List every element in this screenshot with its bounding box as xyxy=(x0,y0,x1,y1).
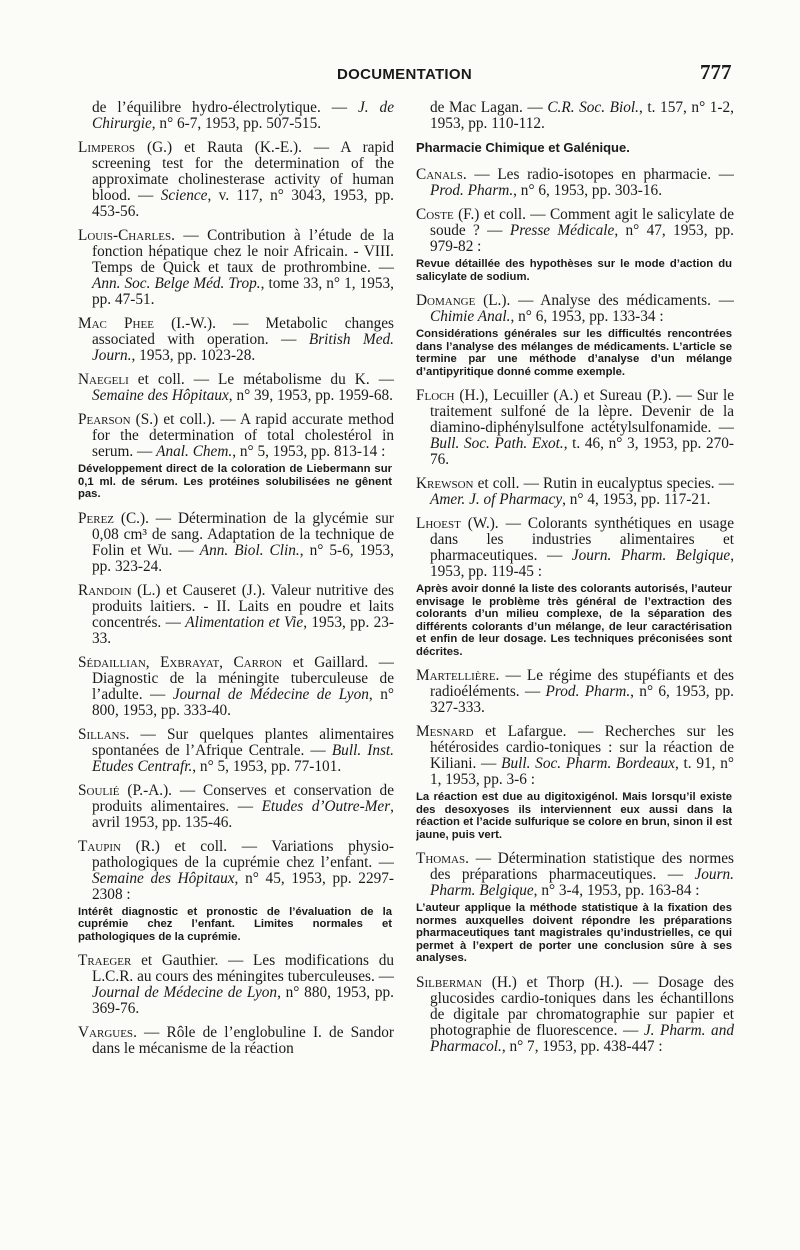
entry-author: Perez xyxy=(78,509,115,527)
entry-details: , t. 46, n° 3, 1953, pp. 270-76. xyxy=(430,435,734,468)
entry-text: et coll. — Le métabolisme du K. — xyxy=(128,371,394,388)
entry-author: Martellière xyxy=(416,667,496,684)
entry-source: Journ. Pharm. Belgique xyxy=(571,547,731,564)
entry-text: . — Sur quelques plantes alimentaires spontanées de l’Afrique Centrale. — xyxy=(92,725,394,759)
page-number: 777 xyxy=(700,60,732,84)
entry-text: . — Les radio-isotopes en pharmacie. — xyxy=(462,166,734,183)
entry-details: , n° 5, 1953, pp. 77-101. xyxy=(192,757,342,775)
entry-text: . — Rôle de l’englobuline I. de Sandor dans le mécanisme de la réaction xyxy=(92,1024,394,1057)
entry-text: . — Le régime des stupéfiants et des radioéléments. — xyxy=(430,667,734,700)
entry-author: Floch xyxy=(416,387,455,404)
bibliography-entry xyxy=(78,412,394,460)
bibliography-entry xyxy=(78,839,394,903)
entry-author: Silberman xyxy=(416,973,482,991)
entry-details: , n° 47, 1953, pp. 979-82 : xyxy=(430,222,734,255)
entry-details: , v. 117, n° 3043, 1953, pp. 453-56. xyxy=(92,187,394,220)
entry-source: Ann. Soc. Belge Méd. Trop. xyxy=(92,275,261,292)
entry-source: Amer. J. of Pharmacy xyxy=(430,491,563,508)
entry-text: (S.) et coll.). — A rapid accurate method for the determination of total cholestérol in serum. — xyxy=(92,411,394,460)
bibliography-entry xyxy=(78,783,394,831)
entry-author: Louis-Charles xyxy=(78,227,172,244)
bibliography-entry xyxy=(78,583,394,647)
entry-source: Alimentation et Vie xyxy=(185,613,304,631)
section-heading: Pharmacie Chimique et Galénique. xyxy=(416,140,630,155)
bibliography-entry xyxy=(78,1025,394,1057)
entry-details: , t. 157, n° 1-2, 1953, pp. 110-112. xyxy=(430,100,734,132)
entry-source: British Med. Journ. xyxy=(92,331,394,364)
entry-text: (F.) et coll. — Comment agit le salicylate de soude ? — xyxy=(430,206,734,239)
entry-details: , n° 6, 1953, pp. 303-16. xyxy=(513,182,663,199)
entry-text: (I.-W.). — Metabolic changes associated with operation. — xyxy=(92,315,394,348)
bibliography-entry xyxy=(416,476,734,508)
entry-summary: Développement direct de la coloration de Liebermann sur 0,1 ml. de sérum. Les protéines solubilisées ne gênent pas. xyxy=(78,463,392,500)
entry-text: (H.) et Thorp (H.). — Dosage des glucosides cardio-toniques dans les échantillons de digitale par chromatographie sur papier et photographie de fluorescence. — xyxy=(430,973,734,1039)
entry-summary: La réaction est due au digitoxigénol. Mais lorsqu’il existe des desoxyoses ils interviennent eux aussi dans la réaction et l’acide sulfurique se colore en brun, sinon il est jaune, puis vert. xyxy=(416,791,732,841)
entry-details: , n° 45, 1953, pp. 2297-2308 : xyxy=(92,869,394,903)
bibliography-entry xyxy=(416,668,734,716)
entry-source: Anal. Chem. xyxy=(156,443,233,460)
entry-source: Science xyxy=(160,187,208,204)
bibliography-entry xyxy=(78,655,394,719)
entry-source: Semaine des Hôpitaux xyxy=(92,869,235,887)
entry-author: Coste xyxy=(416,206,454,223)
bibliography-entry xyxy=(416,851,734,899)
entry-text: . — Détermination statistique des normes des préparations pharmaceutiques. — xyxy=(430,850,734,883)
entry-text: (H.), Lecuiller (A.) et Sureau (P.). — Sur le traitement sulfoné de la lèpre. Devenir de la diamino-diphénylsulfone actétylsulfonamide. — xyxy=(430,387,734,436)
entry-source: Presse Médicale xyxy=(509,222,615,239)
entry-text: . — Contribution à l’étude de la fonction hépatique chez le noir Africain. - VIII. Temps de Quick et taux de prothrombine. — xyxy=(92,227,394,276)
entry-details: , n° 6, 1953, pp. 133-34 : xyxy=(510,308,664,325)
entry-source: Ann. Biol. Clin. xyxy=(199,541,300,559)
entry-text: et Gaillard. — Diagnostic de la méningite tuberculeuse de l’adulte. — xyxy=(92,653,394,703)
entry-author: Thomas xyxy=(416,850,466,867)
bibliography-entry xyxy=(78,953,394,1017)
entry-author: Taupin xyxy=(78,837,121,855)
entry-source: Journ. Pharm. Belgique xyxy=(430,866,734,899)
bibliography-entry xyxy=(78,228,394,308)
entry-text: (L.) et Causeret (J.). Valeur nutritive des produits laitiers. - II. Laits en poudre et laits concentrés. — xyxy=(92,581,394,631)
entry-source: Bull. Soc. Path. Exot. xyxy=(430,435,564,452)
entry-source: Journal de Médecine de Lyon xyxy=(172,685,369,703)
entry-author: Mac Phee xyxy=(78,315,154,332)
entry-text: (L.). — Analyse des médicaments. — xyxy=(475,292,734,309)
entry-author: Limperos xyxy=(78,139,136,156)
entry-text: de l’équilibre hydro-électrolytique. — xyxy=(92,100,358,116)
entry-source: Bull. Inst. Etudes Centrafr. xyxy=(92,741,394,775)
bibliography-entry xyxy=(416,724,734,788)
bibliography-entry xyxy=(78,511,394,575)
entry-details: , n° 39, 1953, pp. 1959-68. xyxy=(228,387,393,404)
entry-details: , n° 880, 1953, pp. 369-76. xyxy=(92,984,394,1017)
bibliography-entry xyxy=(416,388,734,468)
entry-summary: Revue détaillée des hypothèses sur le mode d’action du salicylate de sodium. xyxy=(416,258,732,283)
bibliography-entry xyxy=(78,316,394,364)
entry-details: , n° 6, 1953, pp. 327-333. xyxy=(430,683,734,716)
entry-author: Krewson xyxy=(416,475,474,492)
bibliography-entry xyxy=(416,207,734,255)
entry-source: Prod. Pharm. xyxy=(430,182,514,199)
entry-text: (W.). — Colorants synthétiques en usage dans les industries alimentaires et pharmaceutiques. — xyxy=(430,515,734,564)
entry-details: , n° 3-4, 1953, pp. 163-84 : xyxy=(533,882,700,899)
entry-summary: Considérations générales sur les difficultés rencontrées dans l’analyse des mélanges de médicaments. L’article se termine par une méthode d’analyse d’un mélange d’antipyritique donné comme exemple. xyxy=(416,328,732,378)
entry-details: , n° 5-6, 1953, pp. 323-24. xyxy=(92,541,394,575)
entry-source: Semaine des Hôpitaux xyxy=(92,387,229,404)
bibliography-entry xyxy=(78,100,394,132)
entry-source: J. Pharm. and Pharmacol. xyxy=(430,1021,734,1055)
entry-source: Chimie Anal. xyxy=(430,308,511,325)
entry-text: (P.-A.). — Conserves et conservation de produits alimentaires. — xyxy=(92,781,394,815)
entry-author: Mesnard xyxy=(416,723,474,740)
entry-text: et Gauthier. — Les modifications du L.C.R. au cours des méningites tuberculeuses. — xyxy=(92,952,394,985)
running-title: DOCUMENTATION xyxy=(337,66,472,83)
entry-summary: Après avoir donné la liste des colorants autorisés, l’auteur envisage le problème très général de l’extraction des colorants d’un milieu complexe, de la séparation des différents colorants d’un mélange, de leur caractérisation et enfin de leur dosage. Les techniques préconisées sont décrites. xyxy=(416,583,732,658)
entry-source: Journal de Médecine de Lyon xyxy=(92,984,278,1001)
entry-author: Domange xyxy=(416,292,476,309)
bibliography-entry xyxy=(416,100,734,132)
entry-details: , avril 1953, pp. 135-46. xyxy=(92,797,394,831)
bibliography-entry xyxy=(78,727,394,775)
entry-author: Vargues xyxy=(78,1024,134,1041)
entry-details: , 1953, pp. 23-33. xyxy=(92,613,394,647)
entry-details: , 1953, pp. 1023-28. xyxy=(131,347,256,364)
entry-text: (C.). — Détermination de la glycémie sur 0,08 cm³ de sang. Adaptation de la technique de Folin et Wu. — xyxy=(92,509,394,559)
entry-author: Lhoest xyxy=(416,515,461,532)
bibliography-entry xyxy=(78,140,394,220)
entry-text: et coll. — Rutin in eucalyptus species. — xyxy=(473,475,734,492)
entry-author: Pearson xyxy=(78,411,131,428)
entry-summary: Intérêt diagnostic et pronostic de l’évaluation de la cuprémie chez l’enfant. Limites normales et pathologiques de la cuprémie. xyxy=(78,905,392,943)
entry-author: Sédaillian, Exbrayat, Carron xyxy=(78,653,283,671)
right-column xyxy=(416,100,734,1230)
entry-details: , n° 6-7, 1953, pp. 507-515. xyxy=(151,115,322,132)
entry-author: Canals xyxy=(416,166,463,183)
entry-source: Bull. Soc. Pharm. Bordeaux xyxy=(501,755,675,772)
entry-details: , n° 800, 1953, pp. 333-40. xyxy=(92,685,394,719)
bibliography-entry xyxy=(416,516,734,580)
entry-text: (G.) et Rauta (K.-E.). — A rapid screening test for the determination of the approximate cholinesterase activity of human blood. — xyxy=(92,139,394,204)
entry-text: (R.) et coll. — Variations physio-pathologiques de la cuprémie chez l’enfant. — xyxy=(92,837,394,871)
bibliography-entry xyxy=(416,167,734,199)
entry-details: , tome 33, n° 1, 1953, pp. 47-51. xyxy=(92,275,394,308)
entry-source: Etudes d’Outre-Mer xyxy=(261,797,391,815)
bibliography-entry xyxy=(416,975,734,1055)
entry-author: Randoin xyxy=(78,581,132,599)
entry-source: Prod. Pharm. xyxy=(545,683,631,700)
entry-details: , n° 7, 1953, pp. 438-447 : xyxy=(501,1037,663,1055)
entry-details: , t. 91, n° 1, 1953, pp. 3-6 : xyxy=(430,755,734,788)
entry-author: Traeger xyxy=(78,952,132,969)
entry-source: C.R. Soc. Biol. xyxy=(547,100,639,116)
page-header xyxy=(0,62,800,92)
entry-details: , 1953, pp. 119-45 : xyxy=(430,547,734,580)
entry-details: , n° 5, 1953, pp. 813-14 : xyxy=(232,443,386,460)
entry-author: Soulié xyxy=(78,781,120,799)
entry-text: et Lafargue. — Recherches sur les hétérosides cardio-toniques : sur la réaction de Kiliani. — xyxy=(430,723,734,772)
entry-text: de Mac Lagan. — xyxy=(430,100,548,116)
bibliography-entry xyxy=(78,372,394,404)
entry-details: , n° 4, 1953, pp. 117-21. xyxy=(562,491,711,508)
entry-author: Naegeli xyxy=(78,371,129,388)
entry-summary: L’auteur applique la méthode statistique à la fixation des normes auxquelles doivent répondre les préparations pharmaceutiques tant magistrales qu’industrielles, ce qui permet à l’expert de porter une conclusion sûre à ses analyses. xyxy=(416,902,732,964)
bibliography-entry xyxy=(416,293,734,325)
left-column xyxy=(78,100,394,1230)
entry-author: Sillans xyxy=(78,725,126,743)
entry-source: J. de Chirurgie xyxy=(92,100,394,132)
